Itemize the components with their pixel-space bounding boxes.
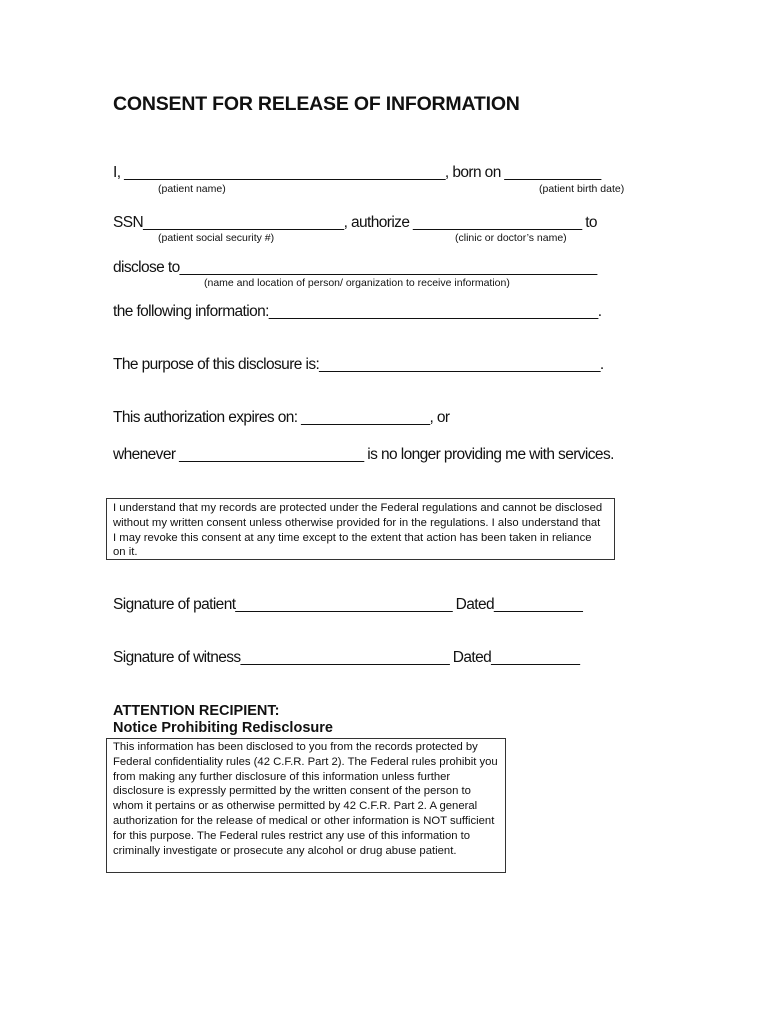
expiration-line[interactable]: This authorization expires on: ________________, or <box>113 409 450 426</box>
disclose-to-line[interactable]: disclose to____________________________________________________ <box>113 259 597 276</box>
information-line[interactable]: the following information:_________________________________________. <box>113 303 602 320</box>
patient-signature-line[interactable]: Signature of patient___________________________ Dated___________ <box>113 596 583 613</box>
understanding-notice-text: I understand that my records are protected under the Federal regulations and cannot be disclosed without my written consent unless otherwise provided for in the regulations. I also understand that I may revoke this consent at any time except to the extent that action has been taken in reliance on it. <box>113 502 603 559</box>
ssn-hint: (patient social security #) <box>158 232 275 244</box>
purpose-line[interactable]: The purpose of this disclosure is:___________________________________. <box>113 356 604 373</box>
attention-recipient-heading: ATTENTION RECIPIENT: <box>113 703 280 719</box>
redisclosure-notice-heading: Notice Prohibiting Redisclosure <box>113 720 333 736</box>
witness-signature-line[interactable]: Signature of witness__________________________ Dated___________ <box>113 649 580 666</box>
whenever-line[interactable]: whenever _______________________ is no longer providing me with services. <box>113 446 614 463</box>
birth-date-hint: (patient birth date) <box>539 183 625 195</box>
ssn-authorize-line[interactable]: SSN_________________________, authorize _____________________ to <box>113 214 597 231</box>
patient-name-hint: (patient name) <box>158 183 226 195</box>
redisclosure-notice-text: This information has been disclosed to you from the records protected by Federal confidentiality rules (42 C.F.R. Part 2). The Federal rules prohibit you from making any further disclosure of this information unless further disclosure is expressly permitted by the written consent of the person to whom it pertains or as otherwise permitted by 42 C.F.R. Part 2. A general authorization for the release of medical or other information is NOT sufficient for this purpose. The Federal rules restrict any use of this information to criminally investigate or prosecute any alcohol or drug abuse patient. <box>113 741 498 857</box>
redisclosure-notice-box <box>106 738 506 873</box>
clinic-hint: (clinic or doctor’s name) <box>455 232 567 244</box>
recipient-hint: (name and location of person/ organization to receive information) <box>204 277 510 289</box>
patient-name-birth-line[interactable]: I, ________________________________________, born on ____________ <box>113 164 601 181</box>
form-title: CONSENT FOR RELEASE OF INFORMATION <box>113 93 520 115</box>
understanding-notice-box <box>106 498 615 560</box>
